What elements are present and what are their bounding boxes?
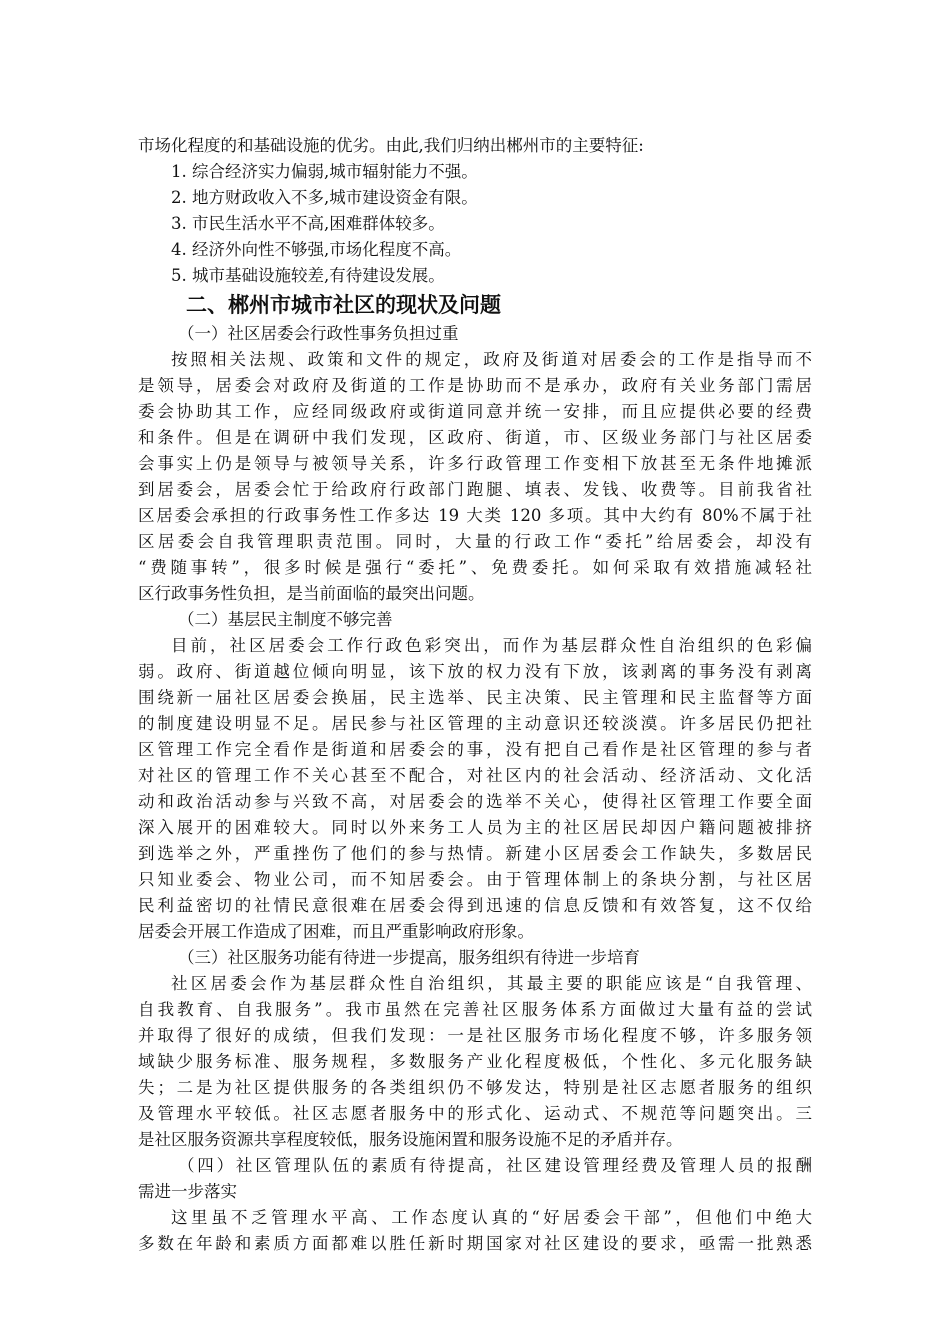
paragraph-line: 按照相关法规、政策和文件的规定，政府及街道对居委会的工作是指导而不: [171, 350, 812, 369]
paragraph-line: 区居委会承担的行政事务性工作多达 19 大类 120 多项。其中大约有 80%不属于社: [138, 506, 812, 525]
paragraph-line: 自我教育、自我服务”。我市虽然在完善社区服务体系方面做过大量有益的尝试: [138, 1000, 812, 1019]
paragraph-line: 民利益密切的社情民意很难在居委会得到迅速的信息反馈和有效答复，这不仅给: [138, 896, 812, 915]
paragraph-line: 到选举之外，严重挫伤了他们的参与热情。新建小区居委会工作缺失，多数居民: [138, 844, 812, 863]
paragraph-line: 委会协助其工作，应经同级政府或街道同意并统一安排，而且应提供必要的经费: [138, 402, 812, 421]
paragraph-line: 对社区的管理工作不关心甚至不配合，对社区内的社会活动、经济活动、文化活: [138, 766, 812, 785]
paragraph-line: 区行政事务性负担，是当前面临的最突出问题。: [138, 584, 485, 603]
section-heading: 二、郴州市城市社区的现状及问题: [186, 293, 501, 317]
paragraph-line: 居委会开展工作造成了困难，而且严重影响政府形象。: [138, 922, 534, 941]
paragraph-line: 和条件。但是在调研中我们发现，区政府、街道，市、区级业务部门与社区居委: [138, 428, 812, 447]
paragraph-line: 动和政治活动参与兴致不高，对居委会的选举不关心，使得社区管理工作要全面: [138, 792, 812, 811]
paragraph-line: 多数在年龄和素质方面都难以胜任新时期国家对社区建设的要求，亟需一批熟悉: [138, 1234, 812, 1253]
paragraph-line: 围绕新一届社区居委会换届，民主选举、民主决策、民主管理和民主监督等方面: [138, 688, 812, 707]
paragraph-line: 失；二是为社区提供服务的各类组织仍不够发达，特别是社区志愿者服务的组织: [138, 1078, 812, 1097]
subsection-heading: （三）社区服务功能有待进一步提高，服务组织有待进一步培育: [178, 948, 640, 967]
paragraph-line: 是社区服务资源共享程度较低，服务设施闲置和服务设施不足的矛盾并存。: [138, 1130, 683, 1149]
paragraph-line: 弱。政府、街道越位倾向明显，该下放的权力没有下放，该剥离的事务没有剥离: [138, 662, 812, 681]
paragraph-line: “费随事转”，很多时候是强行“委托”、免费委托。如何采取有效措施减轻社: [138, 558, 812, 577]
paragraph-line: 3. 市民生活水平不高,困难群体较多。: [171, 214, 445, 233]
paragraph-line: 会事实上仍是领导与被领导关系，许多行政管理工作变相下放甚至无条件地摊派: [138, 454, 812, 473]
paragraph-line: 只知业委会、物业公司，而不知居委会。由于管理体制上的条块分割，与社区居: [138, 870, 812, 889]
paragraph-line: 2. 地方财政收入不多,城市建设资金有限。: [171, 188, 478, 207]
paragraph-line: 社区居委会作为基层群众性自治组织，其最主要的职能应该是“自我管理、: [171, 974, 812, 993]
paragraph-line: 需进一步落实: [138, 1182, 237, 1201]
subsection-heading: （二）基层民主制度不够完善: [178, 610, 393, 629]
paragraph-line: 4. 经济外向性不够强,市场化程度不高。: [171, 240, 462, 259]
paragraph-line: 及管理水平较低。社区志愿者服务中的形式化、运动式、不规范等问题突出。三: [138, 1104, 812, 1123]
paragraph-line: 1. 综合经济实力偏弱,城市辐射能力不强。: [171, 162, 478, 181]
paragraph-line: 区管理工作完全看作是街道和居委会的事，没有把自己看作是社区管理的参与者: [138, 740, 812, 759]
paragraph-line: 5. 城市基础设施较差,有待建设发展。: [171, 266, 445, 285]
paragraph-line: 是领导，居委会对政府及街道的工作是协助而不是承办，政府有关业务部门需居: [138, 376, 812, 395]
paragraph-line: 区居委会自我管理职责范围。同时，大量的行政工作“委托”给居委会，却没有: [138, 532, 812, 551]
paragraph-line: 到居委会，居委会忙于给政府行政部门跑腿、填表、发钱、收费等。目前我省社: [138, 480, 812, 499]
paragraph-line: 域缺少服务标准、服务规程，多数服务产业化程度极低，个性化、多元化服务缺: [138, 1052, 812, 1071]
paragraph-line: 的制度建设明显不足。居民参与社区管理的主动意识还较淡漠。许多居民仍把社: [138, 714, 812, 733]
paragraph-line: 深入展开的困难较大。同时以外来务工人员为主的社区居民却因户籍问题被排挤: [138, 818, 812, 837]
paragraph-line: 市场化程度的和基础设施的优劣。由此,我们归纳出郴州市的主要特征:: [138, 136, 644, 155]
paragraph-line: 并取得了很好的成绩，但我们发现：一是社区服务市场化程度不够，许多服务领: [138, 1026, 812, 1045]
subsection-heading: （一）社区居委会行政性事务负担过重: [178, 324, 459, 343]
paragraph-line: 目前，社区居委会工作行政色彩突出，而作为基层群众性自治组织的色彩偏: [171, 636, 812, 655]
paragraph-line: 这里虽不乏管理水平高、工作态度认真的“好居委会干部”，但他们中绝大: [171, 1208, 812, 1227]
subsection-heading: （四）社区管理队伍的素质有待提高，社区建设管理经费及管理人员的报酬: [178, 1156, 812, 1175]
document-body: [138, 133, 812, 1257]
